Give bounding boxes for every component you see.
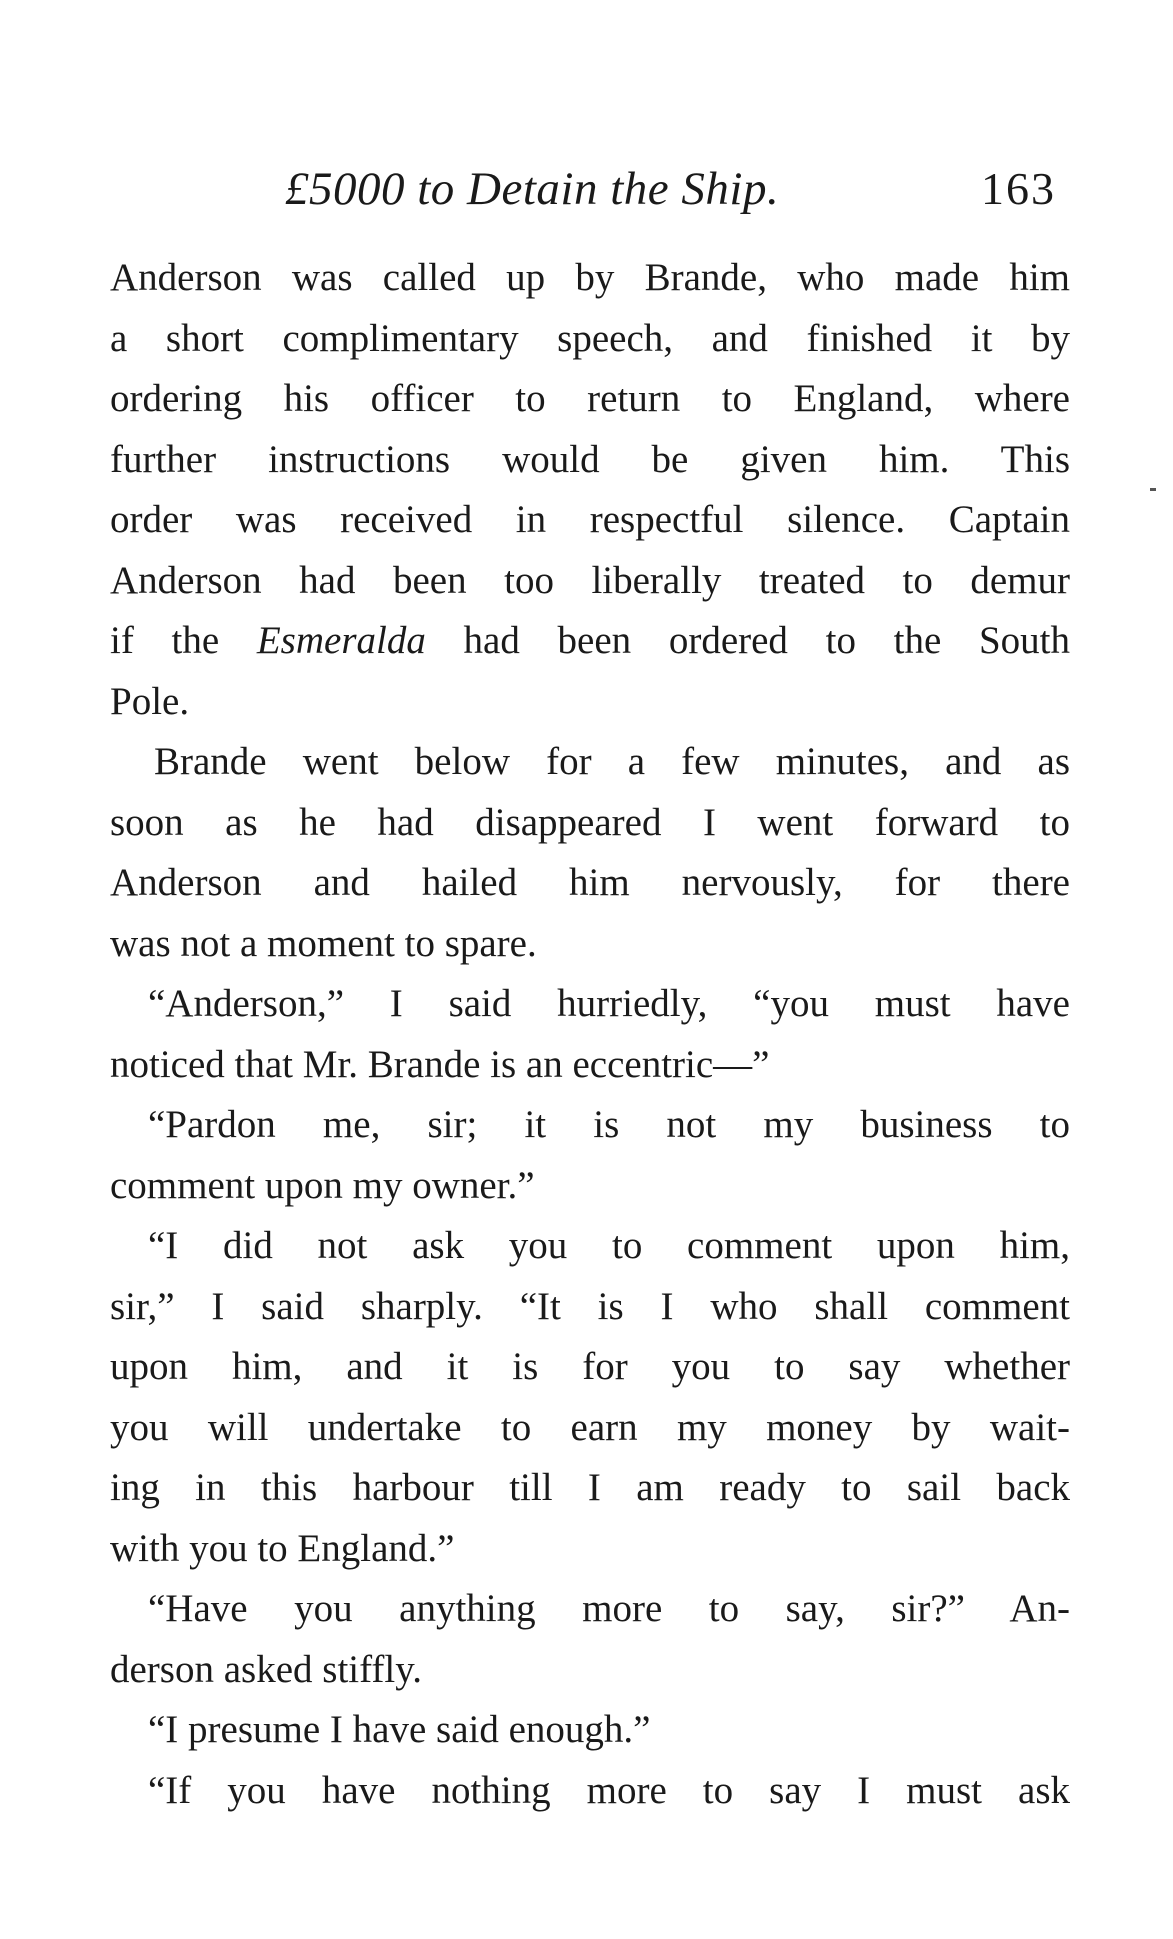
text-segment: “Anderson,” I said hurriedly, “you must have: [148, 982, 1070, 1025]
text-segment: Pole.: [110, 679, 190, 723]
text-line: [110, 1458, 1070, 1519]
text-segment: noticed that Mr. Brande is an eccentric—”: [110, 1042, 770, 1086]
text-line: [110, 369, 1070, 430]
text-segment: “If you have nothing more to say I must ask: [148, 1768, 1070, 1812]
text-line: [110, 732, 1070, 793]
text-line: [110, 914, 1070, 975]
text-segment: “Pardon me, sir; it is not my business to: [148, 1103, 1070, 1146]
text-segment: “I did not ask you to comment upon him,: [148, 1224, 1070, 1267]
text-line: [110, 974, 1070, 1035]
text-line: [110, 309, 1070, 370]
text-line: [110, 1156, 1070, 1217]
text-segment: Anderson was called up by Brande, who made him: [110, 256, 1070, 299]
text-segment: “Have you anything more to say, sir?” An-: [148, 1587, 1070, 1630]
text-line: [110, 672, 1070, 733]
text-line: [110, 1640, 1070, 1701]
text-segment: Anderson had been too liberally treated to demur: [110, 558, 1070, 602]
text-line: [110, 1398, 1070, 1459]
text-line: [110, 611, 1070, 672]
text-segment: Anderson and hailed him nervously, for there: [110, 861, 1070, 904]
text-segment: derson asked stiffly.: [110, 1647, 422, 1691]
text-line: [110, 248, 1070, 309]
text-line: [110, 490, 1070, 551]
running-title: £5000 to Detain the Ship.: [285, 163, 780, 215]
text-line: [110, 1579, 1070, 1640]
text-segment: Brande went below for a few minutes, and as: [154, 740, 1070, 783]
text-segment: with you to England.”: [110, 1526, 455, 1570]
text-segment: a short complimentary speech, and finished it by: [110, 316, 1070, 360]
page-header: [110, 162, 1070, 222]
text-segment: comment upon my owner.”: [110, 1163, 535, 1207]
text-line: [110, 1519, 1070, 1580]
text-line: [110, 1700, 1070, 1761]
text-segment: upon him, and it is for you to say whether: [110, 1345, 1070, 1388]
text-segment: had been ordered to the South: [425, 619, 1070, 662]
text-line: [110, 430, 1070, 491]
text-line: [110, 1095, 1070, 1156]
body-text: [110, 248, 1070, 1821]
text-line: [110, 1337, 1070, 1398]
italic-text: Esmeralda: [256, 619, 426, 662]
text-segment: ordering his officer to return to England, where: [110, 377, 1070, 420]
text-line: [110, 853, 1070, 914]
text-line: [110, 1277, 1070, 1338]
text-line: [110, 793, 1070, 854]
text-segment: was not a moment to spare.: [110, 921, 537, 965]
text-segment: sir,” I said sharply. “It is I who shall comment: [110, 1284, 1070, 1328]
text-segment: if the: [110, 619, 257, 662]
text-segment: “I presume I have said enough.”: [148, 1708, 651, 1751]
text-segment: further instructions would be given him. This: [110, 437, 1070, 481]
text-line: [110, 551, 1070, 612]
text-segment: you will undertake to earn my money by wait-: [110, 1405, 1070, 1449]
text-line: [110, 1216, 1070, 1277]
page-number: 163: [981, 163, 1056, 214]
text-line: [110, 1761, 1070, 1822]
text-line: [110, 1035, 1070, 1096]
text-segment: ing in this harbour till I am ready to sail back: [110, 1466, 1070, 1509]
text-segment: order was received in respectful silence. Captain: [110, 498, 1070, 541]
margin-mark: [1150, 488, 1156, 491]
text-segment: soon as he had disappeared I went forward to: [110, 800, 1070, 844]
